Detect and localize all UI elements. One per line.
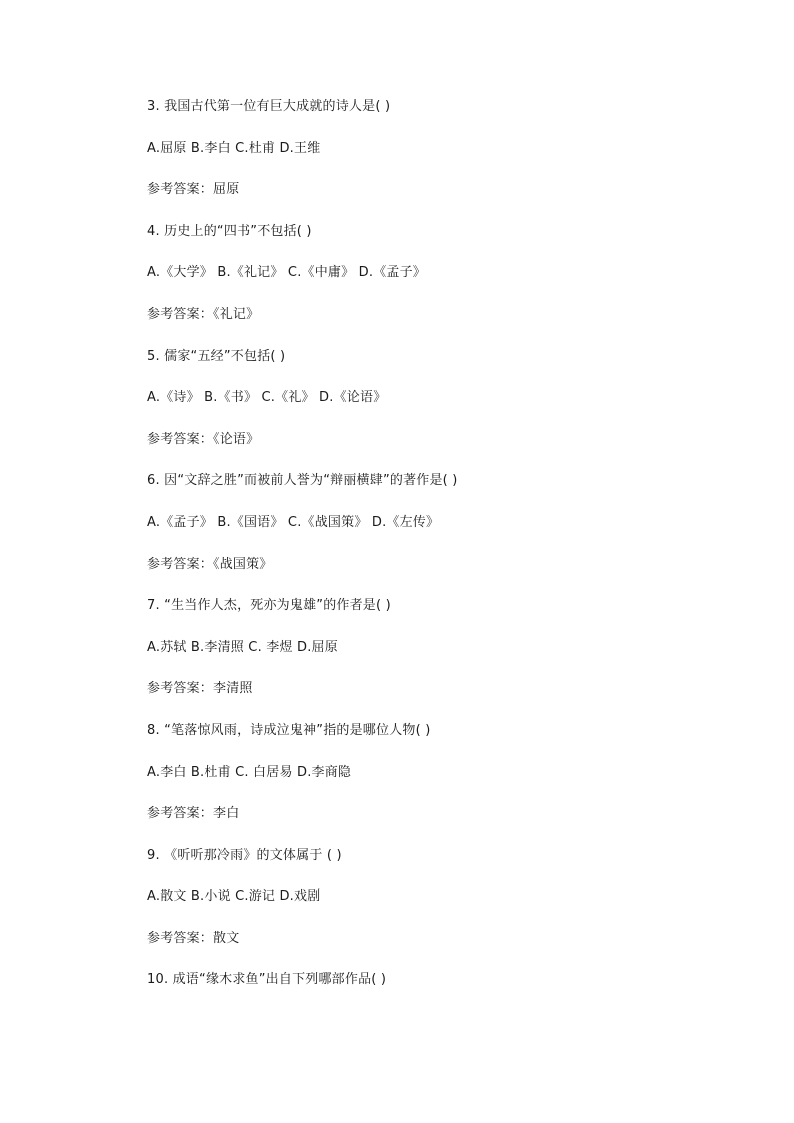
question-4: 4. 历史上的“四书”不包括( ) — [147, 223, 312, 239]
options-6: A.《孟子》 B.《国语》 C.《战国策》 D.《左传》 — [147, 514, 440, 530]
answer-7: 参考答案：李清照 — [147, 681, 253, 697]
options-8: A.李白 B.杜甫 C. 白居易 D.李商隐 — [147, 764, 352, 780]
answer-3: 参考答案：屈原 — [147, 182, 240, 198]
question-5: 5. 儒家“五经”不包括( ) — [147, 348, 286, 364]
options-4: A.《大学》 B.《礼记》 C.《中庸》 D.《孟子》 — [147, 265, 426, 281]
answer-6: 参考答案：《战国策》 — [147, 556, 273, 572]
question-10: 10. 成语“缘木求鱼”出自下列哪部作品( ) — [147, 972, 387, 988]
question-7: 7. “生当作人杰，死亦为鬼雄”的作者是( ) — [147, 598, 391, 614]
options-5: A.《诗》 B.《书》 C.《礼》 D.《论语》 — [147, 390, 387, 406]
question-list — [147, 97, 747, 1012]
answer-9: 参考答案：散文 — [147, 930, 240, 946]
question-6: 6. 因“文辞之胜”而被前人誉为“辩丽横肆”的著作是( ) — [147, 473, 458, 489]
options-7: A.苏轼 B.李清照 C. 李煜 D.屈原 — [147, 639, 338, 655]
options-3: A.屈原 B.李白 C.杜甫 D.王维 — [147, 140, 321, 156]
answer-4: 参考答案：《礼记》 — [147, 306, 260, 322]
answer-8: 参考答案：李白 — [147, 806, 240, 822]
question-9: 9. 《听听那冷雨》的文体属于 ( ) — [147, 847, 342, 863]
answer-5: 参考答案：《论语》 — [147, 431, 260, 447]
options-9: A.散文 B.小说 C.游记 D.戏剧 — [147, 889, 321, 905]
question-3: 3. 我国古代第一位有巨大成就的诗人是( ) — [147, 99, 391, 114]
question-8: 8. “笔落惊风雨，诗成泣鬼神”指的是哪位人物( ) — [147, 722, 431, 738]
